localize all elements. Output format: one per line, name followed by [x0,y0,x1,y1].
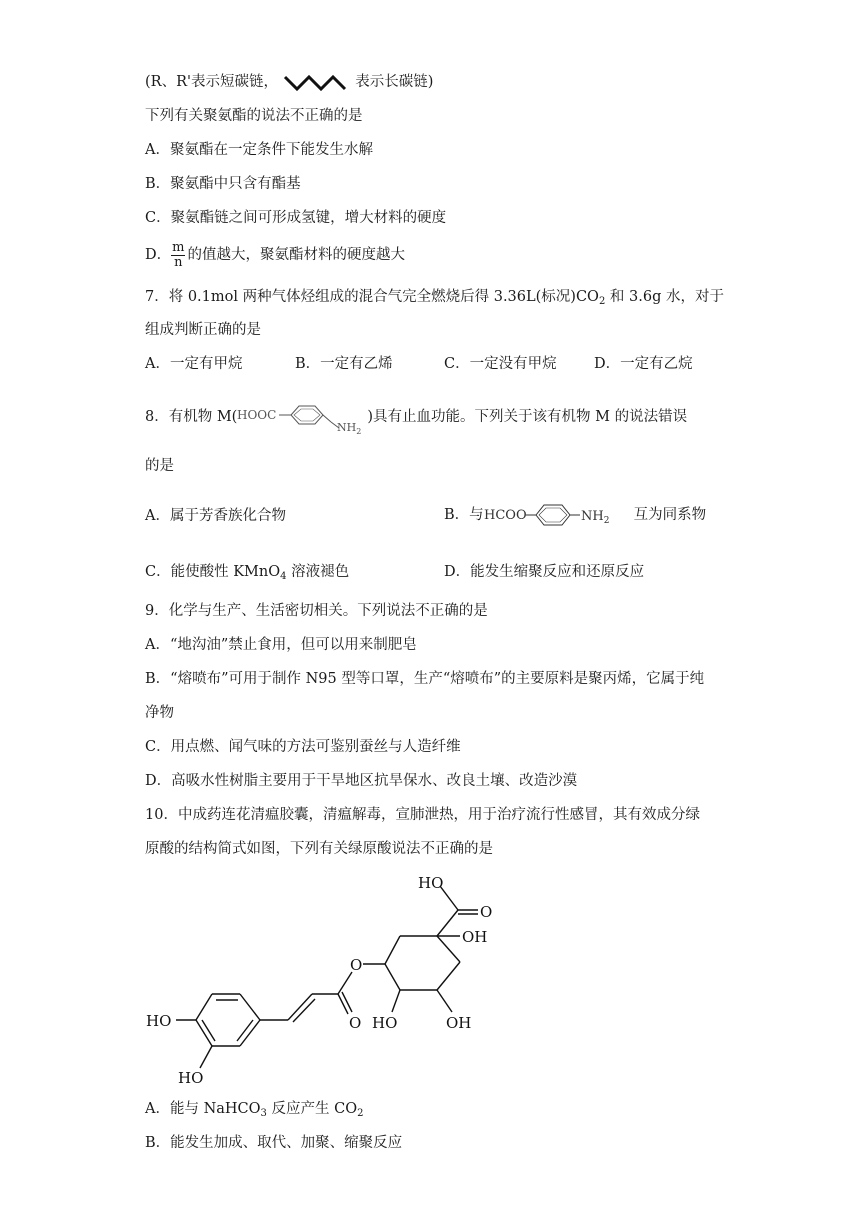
o-carbonyl-label: O [349,1014,362,1032]
q8-option-a: A．属于芳香族化合物 [145,508,286,524]
zigzag-chain-icon [283,71,351,93]
q9-option-c: C．用点燃、闻气味的方法可鉴别蚕丝与人造纤维 [145,739,461,755]
ho-bottom-label: HO [178,1069,204,1087]
oh-c5-label: OH [446,1014,472,1032]
hooc-label: HOOC [237,408,277,422]
question-7-line-2: 组成判断正确的是 [145,322,261,338]
q6-option-a: A．聚氨酯在一定条件下能发生水解 [145,142,373,158]
q9-option-a: A．“地沟油”禁止食用，但可以用来制肥皂 [145,637,417,653]
q7-option-b: B．一定有乙烯 [295,356,393,372]
question-7-line-1: 7．将 0.1mol 两种气体烃组成的混合气完全燃烧后得 3.36L(标况)$CO_2$ 和 3.6g 水，对于 [145,289,724,307]
q7-option-a: A．一定有甲烷 [145,356,243,372]
q8-option-b: B．与 HCOO $NH_2$ 互为同系物 [444,498,706,532]
nh2-label: $NH_2$ [337,421,362,434]
ho-c4-label: HO [372,1014,398,1032]
question-10-line-1: 10．中成药连花清瘟胶囊，清瘟解毒，宣肺泄热，用于治疗流行性感冒，其有效成分绿 [145,807,700,823]
q6-option-c: C．聚氨酯链之间可形成氢键，增大材料的硬度 [145,210,447,226]
q9-option-b-line-2: 净物 [145,705,174,721]
ho-ring-label: HO [146,1012,172,1030]
question-9-stem: 9．化学与生产、生活密切相关。下列说法不正确的是 [145,603,488,619]
chlorogenic-acid-structure [140,870,540,1090]
q8-option-c: C．能使酸性 KMnO$_4$ 溶液褪色 [145,564,350,582]
question-8-line-1: 8．有机物 M( HOOC $NH_2$ )具有止血功能。下列关于该有机物 M 的说法错误 [145,400,687,434]
hcoo-label: HCOO [483,508,527,523]
q10-option-a: A．能与 NaHCO$_3$ 反应产生 $CO_2$ [145,1101,364,1119]
compound-m-structure [237,400,367,434]
ho-acid-label: HO [418,874,444,892]
question-10-line-2: 原酸的结构简式如图，下列有关绿原酸说法不正确的是 [145,841,493,857]
oh-c1-label: OH [462,928,488,946]
q6-option-d: D． $\frac{m}{n}$ 的值越大，聚氨酯材料的硬度越大 [145,239,405,270]
q7-option-d: D．一定有乙烷 [594,356,693,372]
question-8-line-2: 的是 [145,458,174,474]
nh2-label: $NH_2$ [580,509,610,526]
question-6-stem: 下列有关聚氨酯的说法不正确的是 [145,108,363,124]
q6-option-b: B．聚氨酯中只含有酯基 [145,176,301,192]
m-over-n-fraction: $\frac{m}{n}$ [172,239,185,270]
q9-option-b-line-1: B．“熔喷布”可用于制作 N95 型等口罩，生产“熔喷布”的主要原料是聚丙烯，它属于纯 [145,671,705,687]
q7-option-c: C．一定没有甲烷 [444,356,557,372]
o-acid-label: O [480,903,493,921]
carbon-chain-note: (R、R'表示短碳链， 表示长碳链) [145,71,433,93]
o-ester-label: O [350,956,363,974]
hcoo-nh2-structure [484,499,634,531]
q9-option-d: D．高吸水性树脂主要用于干旱地区抗旱保水、改良土壤、改造沙漠 [145,773,578,789]
q8-option-d: D．能发生缩聚反应和还原反应 [444,564,645,580]
q10-option-b: B．能发生加成、取代、加聚、缩聚反应 [145,1135,403,1151]
